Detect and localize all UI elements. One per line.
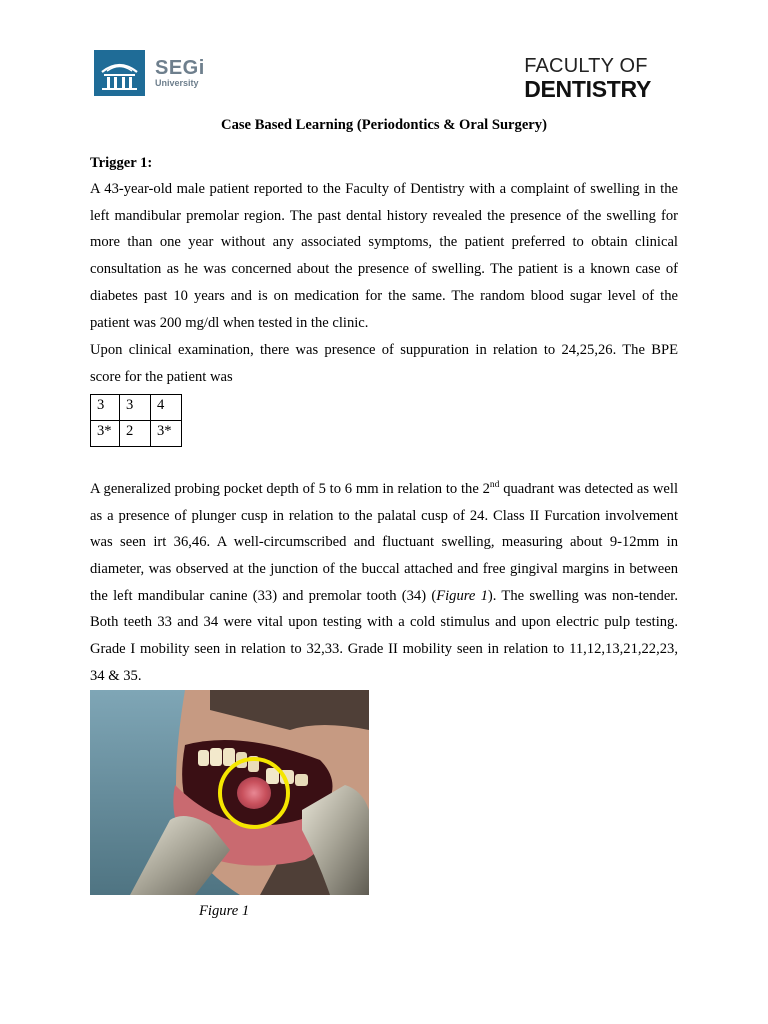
segi-subtitle: University xyxy=(155,77,199,88)
faculty-logo-line1: FACULTY OF xyxy=(524,55,648,77)
bpe-row-lower xyxy=(91,421,182,447)
segi-name: SEGi xyxy=(155,56,205,79)
bpe-cell: 3 xyxy=(120,395,151,421)
ordinal-suffix: nd xyxy=(489,480,500,490)
bpe-score-table xyxy=(90,394,182,447)
segi-university-logo xyxy=(94,50,205,96)
faculty-of-dentistry-logo xyxy=(524,55,651,101)
figure-reference: Figure 1 xyxy=(436,587,488,604)
bpe-cell: 4 xyxy=(151,395,182,421)
findings-text-part3: ). The swelling was non-tender. Both teeth 33 and 34 were vital upon testing with a cold stimulus and upon electric pulp testing. Grade I mobility seen in relation to 32,33. Grade II mobility seen in relation to 11,12,13,21,22,23, 34 & 35. xyxy=(90,587,679,684)
segi-emblem-icon xyxy=(94,50,145,96)
case-paragraph-history: A 43-year-old male patient reported to the Faculty of Dentistry with a complaint of swelling in the left mandibular premolar region. The past dental history revealed the presence of the swelling for more than one year without any associated symptoms, the patient preferred to obtain clinical consultation as he was concerned about the presence of swelling. The patient is a known case of diabetes past 10 years and is on medication for the same. The random blood sugar level of the patient was 200 mg/dl when tested in the clinic. xyxy=(90,181,678,331)
bpe-cell: 3 xyxy=(91,395,120,421)
segi-wordmark xyxy=(155,58,205,89)
faculty-logo-line2: DENTISTRY xyxy=(524,76,651,102)
findings-text-part2: quadrant was detected as well as a presence of plunger cusp in relation to the palatal cusp of 24. Class II Furcation involvement was seen irt 36,46. A well-circumscribed and fluctuant swelling, measuring about 9-12mm in diameter, was observed at the junction of the buccal attached and free gingival margins in between the left mandibular canine (33) and premolar tooth (34) ( xyxy=(90,480,678,604)
trigger-heading: Trigger 1: xyxy=(90,155,153,171)
figure-caption: Figure 1 xyxy=(199,903,250,919)
bpe-cell: 2 xyxy=(120,421,151,447)
bpe-cell: 3* xyxy=(91,421,120,447)
findings-text-part1: A generalized probing pocket depth of 5 to 6 mm in relation to the 2 xyxy=(90,480,490,497)
case-paragraph-findings xyxy=(90,472,678,689)
document-title: Case Based Learning (Periodontics & Oral Surgery) xyxy=(221,117,547,133)
bpe-row-upper xyxy=(91,395,182,421)
clinical-photo-figure-1 xyxy=(90,690,369,895)
case-paragraph-examination: Upon clinical examination, there was presence of suppuration in relation to 24,25,26. The BPE score for the patient was xyxy=(90,342,678,385)
bpe-cell: 3* xyxy=(151,421,182,447)
